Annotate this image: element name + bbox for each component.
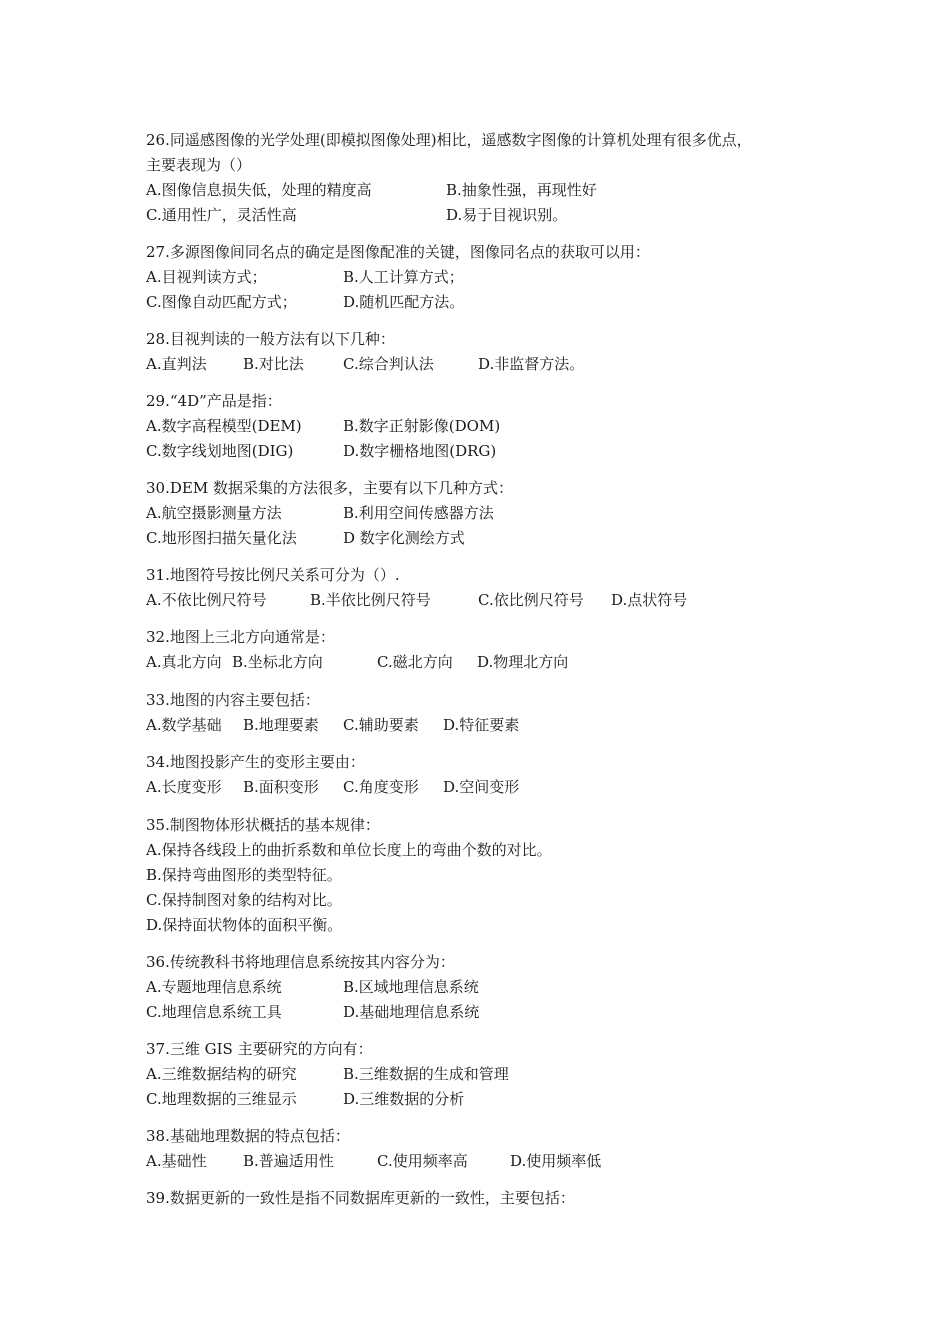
question-33 — [146, 688, 826, 738]
option: B.区域地理信息系统 — [343, 978, 479, 996]
option: A.数字高程模型(DEM) — [146, 417, 302, 435]
option: B.对比法 — [243, 355, 304, 373]
options-row — [146, 352, 826, 377]
question-stem: 27.多源图像间同名点的确定是图像配准的关键，图像同名点的获取可以用： — [146, 243, 650, 261]
question-31 — [146, 563, 826, 613]
question-stem: 29.“4D”产品是指： — [146, 392, 282, 410]
options-row — [146, 414, 826, 439]
option: B.半依比例尺符号 — [310, 591, 431, 609]
option: C.地理信息系统工具 — [146, 1003, 282, 1021]
option: C.图像自动匹配方式； — [146, 293, 297, 311]
question-36 — [146, 950, 826, 1025]
option: C.保持制图对象的结构对比。 — [146, 891, 342, 909]
option: A.专题地理信息系统 — [146, 978, 282, 996]
question-stem: 39.数据更新的一致性是指不同数据库更新的一致性，主要包括： — [146, 1189, 575, 1207]
option: D.保持面状物体的面积平衡。 — [146, 916, 343, 934]
question-34 — [146, 750, 826, 800]
option: D 数字化测绘方式 — [343, 529, 465, 547]
options-row — [146, 178, 826, 203]
option: B.三维数据的生成和管理 — [343, 1065, 509, 1083]
options-row — [146, 265, 826, 290]
option: C.地理数据的三维显示 — [146, 1090, 297, 1108]
option: A.数学基础 — [146, 716, 222, 734]
options-row — [146, 439, 826, 464]
option: B.坐标北方向 — [232, 653, 323, 671]
option: A.目视判读方式； — [146, 268, 267, 286]
options-row — [146, 290, 826, 315]
options-row — [146, 650, 826, 675]
options-row — [146, 1149, 826, 1174]
option: B.利用空间传感器方法 — [343, 504, 494, 522]
question-stem: 主要表现为（） — [146, 156, 252, 174]
options-row — [146, 1062, 826, 1087]
option: C.数字线划地图(DIG) — [146, 442, 294, 460]
option: D.随机匹配方法。 — [343, 293, 465, 311]
option: A.不依比例尺符号 — [146, 591, 267, 609]
question-stem: 36.传统教科书将地理信息系统按其内容分为： — [146, 953, 455, 971]
question-38 — [146, 1124, 826, 1174]
question-stem: 35.制图物体形状概括的基本规律： — [146, 816, 380, 834]
question-stem: 28.目视判读的一般方法有以下几种： — [146, 330, 395, 348]
question-39 — [146, 1186, 826, 1211]
option: C.使用频率高 — [377, 1152, 468, 1170]
options-row — [146, 501, 826, 526]
option: A.保持各线段上的曲折系数和单位长度上的弯曲个数的对比。 — [146, 841, 552, 859]
option: D.特征要素 — [443, 716, 520, 734]
option: B.保持弯曲图形的类型特征。 — [146, 866, 342, 884]
option: C.地形图扫描矢量化法 — [146, 529, 297, 547]
option: D.基础地理信息系统 — [343, 1003, 480, 1021]
options-row — [146, 863, 826, 888]
options-row — [146, 975, 826, 1000]
option: C.角度变形 — [343, 778, 419, 796]
option: C.综合判认法 — [343, 355, 434, 373]
question-35 — [146, 813, 826, 938]
question-32 — [146, 625, 826, 675]
options-row — [146, 775, 826, 800]
option: D.点状符号 — [611, 591, 688, 609]
option: B.面积变形 — [243, 778, 319, 796]
option: D.空间变形 — [443, 778, 520, 796]
question-stem: 30.DEM 数据采集的方法很多，主要有以下几种方式： — [146, 479, 513, 497]
option: C.辅助要素 — [343, 716, 419, 734]
option: B.地理要素 — [243, 716, 319, 734]
options-row — [146, 913, 826, 938]
option: B.数字正射影像(DOM) — [343, 417, 501, 435]
option: D.数字栅格地图(DRG) — [343, 442, 497, 460]
options-row — [146, 588, 826, 613]
option: A.航空摄影测量方法 — [146, 504, 282, 522]
option: A.三维数据结构的研究 — [146, 1065, 297, 1083]
options-row — [146, 1087, 826, 1112]
options-row — [146, 713, 826, 738]
option: B.普遍适用性 — [243, 1152, 334, 1170]
question-stem: 38.基础地理数据的特点包括： — [146, 1127, 350, 1145]
options-row — [146, 203, 826, 228]
option: B.人工计算方式； — [343, 268, 464, 286]
question-26 — [146, 128, 826, 228]
question-stem: 33.地图的内容主要包括： — [146, 691, 320, 709]
option: D.使用频率低 — [510, 1152, 602, 1170]
question-28 — [146, 327, 826, 377]
options-row — [146, 1000, 826, 1025]
option: C.依比例尺符号 — [478, 591, 584, 609]
question-stem: 26.同遥感图像的光学处理(即模拟图像处理)相比，遥感数字图像的计算机处理有很多优点， — [146, 131, 752, 149]
question-30 — [146, 476, 826, 551]
options-row — [146, 838, 826, 863]
option: C.通用性广，灵活性高 — [146, 206, 297, 224]
option: A.图像信息损失低，处理的精度高 — [146, 181, 372, 199]
question-stem: 31.地图符号按比例尺关系可分为（）. — [146, 566, 400, 584]
option: A.直判法 — [146, 355, 207, 373]
question-27 — [146, 240, 826, 315]
question-stem: 32.地图上三北方向通常是： — [146, 628, 335, 646]
option: A.真北方向 — [146, 653, 222, 671]
question-stem: 37.三维 GIS 主要研究的方向有： — [146, 1040, 373, 1058]
question-37 — [146, 1037, 826, 1112]
question-29 — [146, 389, 826, 464]
option: B.抽象性强，再现性好 — [446, 181, 597, 199]
option: D.易于目视识别。 — [446, 206, 568, 224]
option: D.三维数据的分析 — [343, 1090, 465, 1108]
option: A.长度变形 — [146, 778, 222, 796]
option: C.磁北方向 — [377, 653, 453, 671]
options-row — [146, 888, 826, 913]
option: D.物理北方向 — [477, 653, 569, 671]
option: A.基础性 — [146, 1152, 207, 1170]
option: D.非监督方法。 — [478, 355, 585, 373]
options-row — [146, 526, 826, 551]
question-stem: 34.地图投影产生的变形主要由： — [146, 753, 365, 771]
